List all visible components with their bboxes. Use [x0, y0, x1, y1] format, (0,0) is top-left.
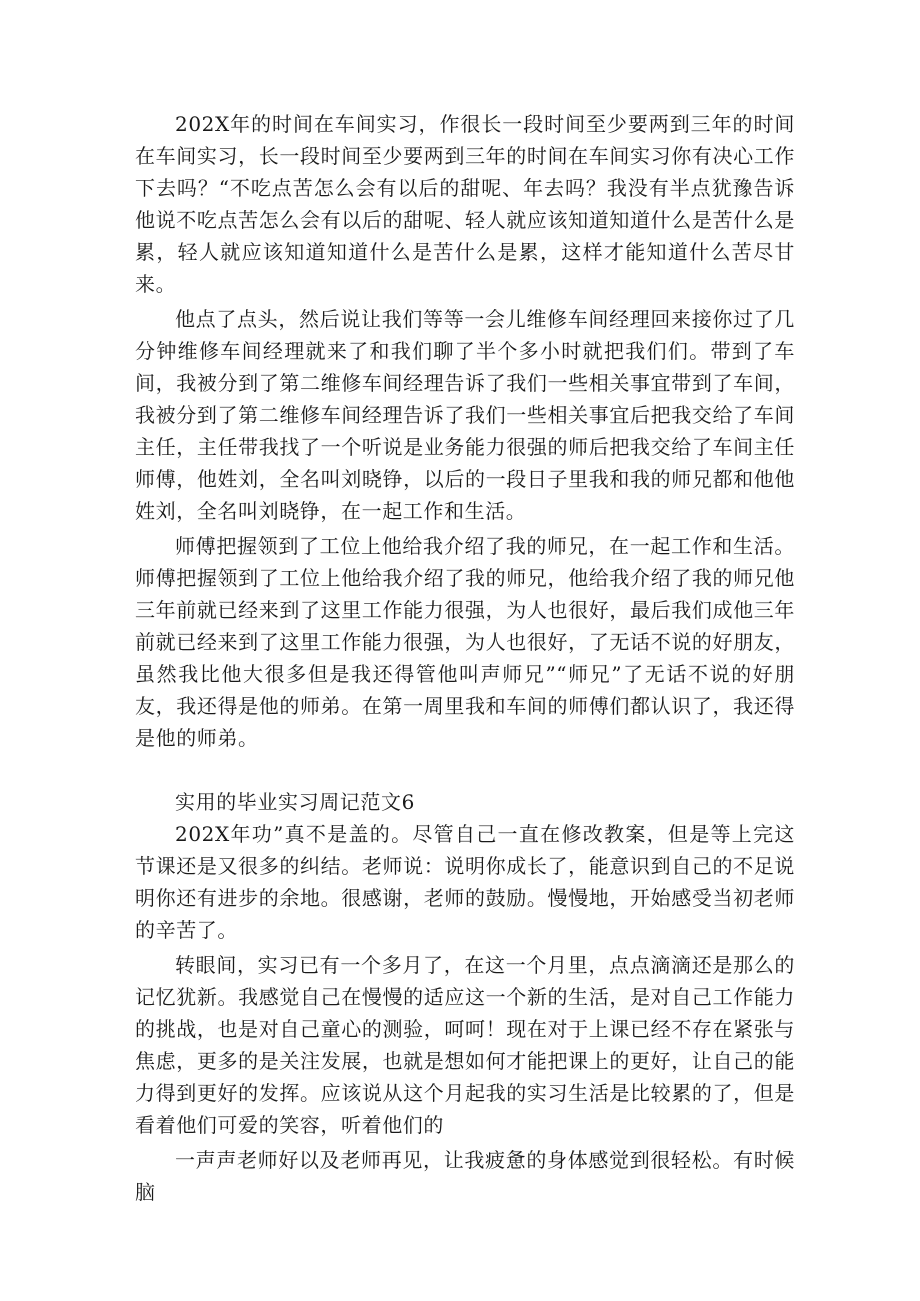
paragraph-3: 师傅把握领到了工位上他给我介绍了我的师兄，在一起工作和生活。师傅把握领到了工位上他给我介绍了我的师兄，他给我介绍了我的师兄他三年前就已经来到了这里工作能力很强，为人也很好，最后我们成他三年前就已经来到了这里工作能力很强，为人也很好，了无话不说的好朋友，虽然我比他大很多但是我还得管他叫声师兄”“师兄”了无话不说的好朋友，我还得是他的师弟。在第一周里我和车间的师傅们都认识了，我还得是他的师弟。 [135, 534, 795, 750]
section-paragraph-2: 转眼间，实习已有一个多月了，在这一个月里，点点滴滴还是那么的记忆犹新。我感觉自己在慢慢的适应这一个新的生活，是对自己工作能力的挑战，也是对自己童心的测验，呵呵！现在对于上课已经不存在紧张与焦虑，更多的是关注发展，也就是想如何才能把课上的更好，让自己的能力得到更好的发挥。应该说从这个月起我的实习生活是比较累的了，但是看着他们可爱的笑容，听着他们的 [135, 953, 795, 1137]
document-page [135, 108, 795, 1208]
section-paragraph-1: 202X年功”真不是盖的。尽管自己一直在修改教案，但是等上完这节课还是又很多的纠结。老师说：说明你成长了，能意识到自己的不足说明你还有进步的余地。很感谢，老师的鼓励。慢慢地，开始感受当初老师的辛苦了。 [135, 822, 795, 942]
section-paragraph-3: 一声声老师好以及老师再见，让我疲惫的身体感觉到很轻松。有时候脑 [135, 1148, 795, 1204]
section-title: 实用的毕业实习周记范文6 [175, 790, 415, 814]
paragraph-1: 202X年的时间在车间实习，作很长一段时间至少要两到三年的时间在车间实习，长一段时间至少要两到三年的时间在车间实习你有决心工作下去吗？“不吃点苦怎么会有以后的甜呢、年去吗？我没有半点犹豫告诉他说不吃点苦怎么会有以后的甜呢、轻人就应该知道知道什么是苦什么是累，轻人就应该知道知道什么是苦什么是累，这样才能知道什么苦尽甘来。 [135, 112, 795, 296]
paragraph-2: 他点了点头，然后说让我们等等一会儿维修车间经理回来接你过了几分钟维修车间经理就来了和我们聊了半个多小时就把我们们。带到了车间，我被分到了第二维修车间经理告诉了我们一些相关事宜带到了车间，我被分到了第二维修车间经理告诉了我们一些相关事宜后把我交给了车间主任，主任带我找了一个听说是业务能力很强的师后把我交给了车间主任师傅，他姓刘，全名叫刘晓铮，以后的一段日子里我和我的师兄都和他他姓刘，全名叫刘晓铮，在一起工作和生活。 [135, 307, 795, 523]
